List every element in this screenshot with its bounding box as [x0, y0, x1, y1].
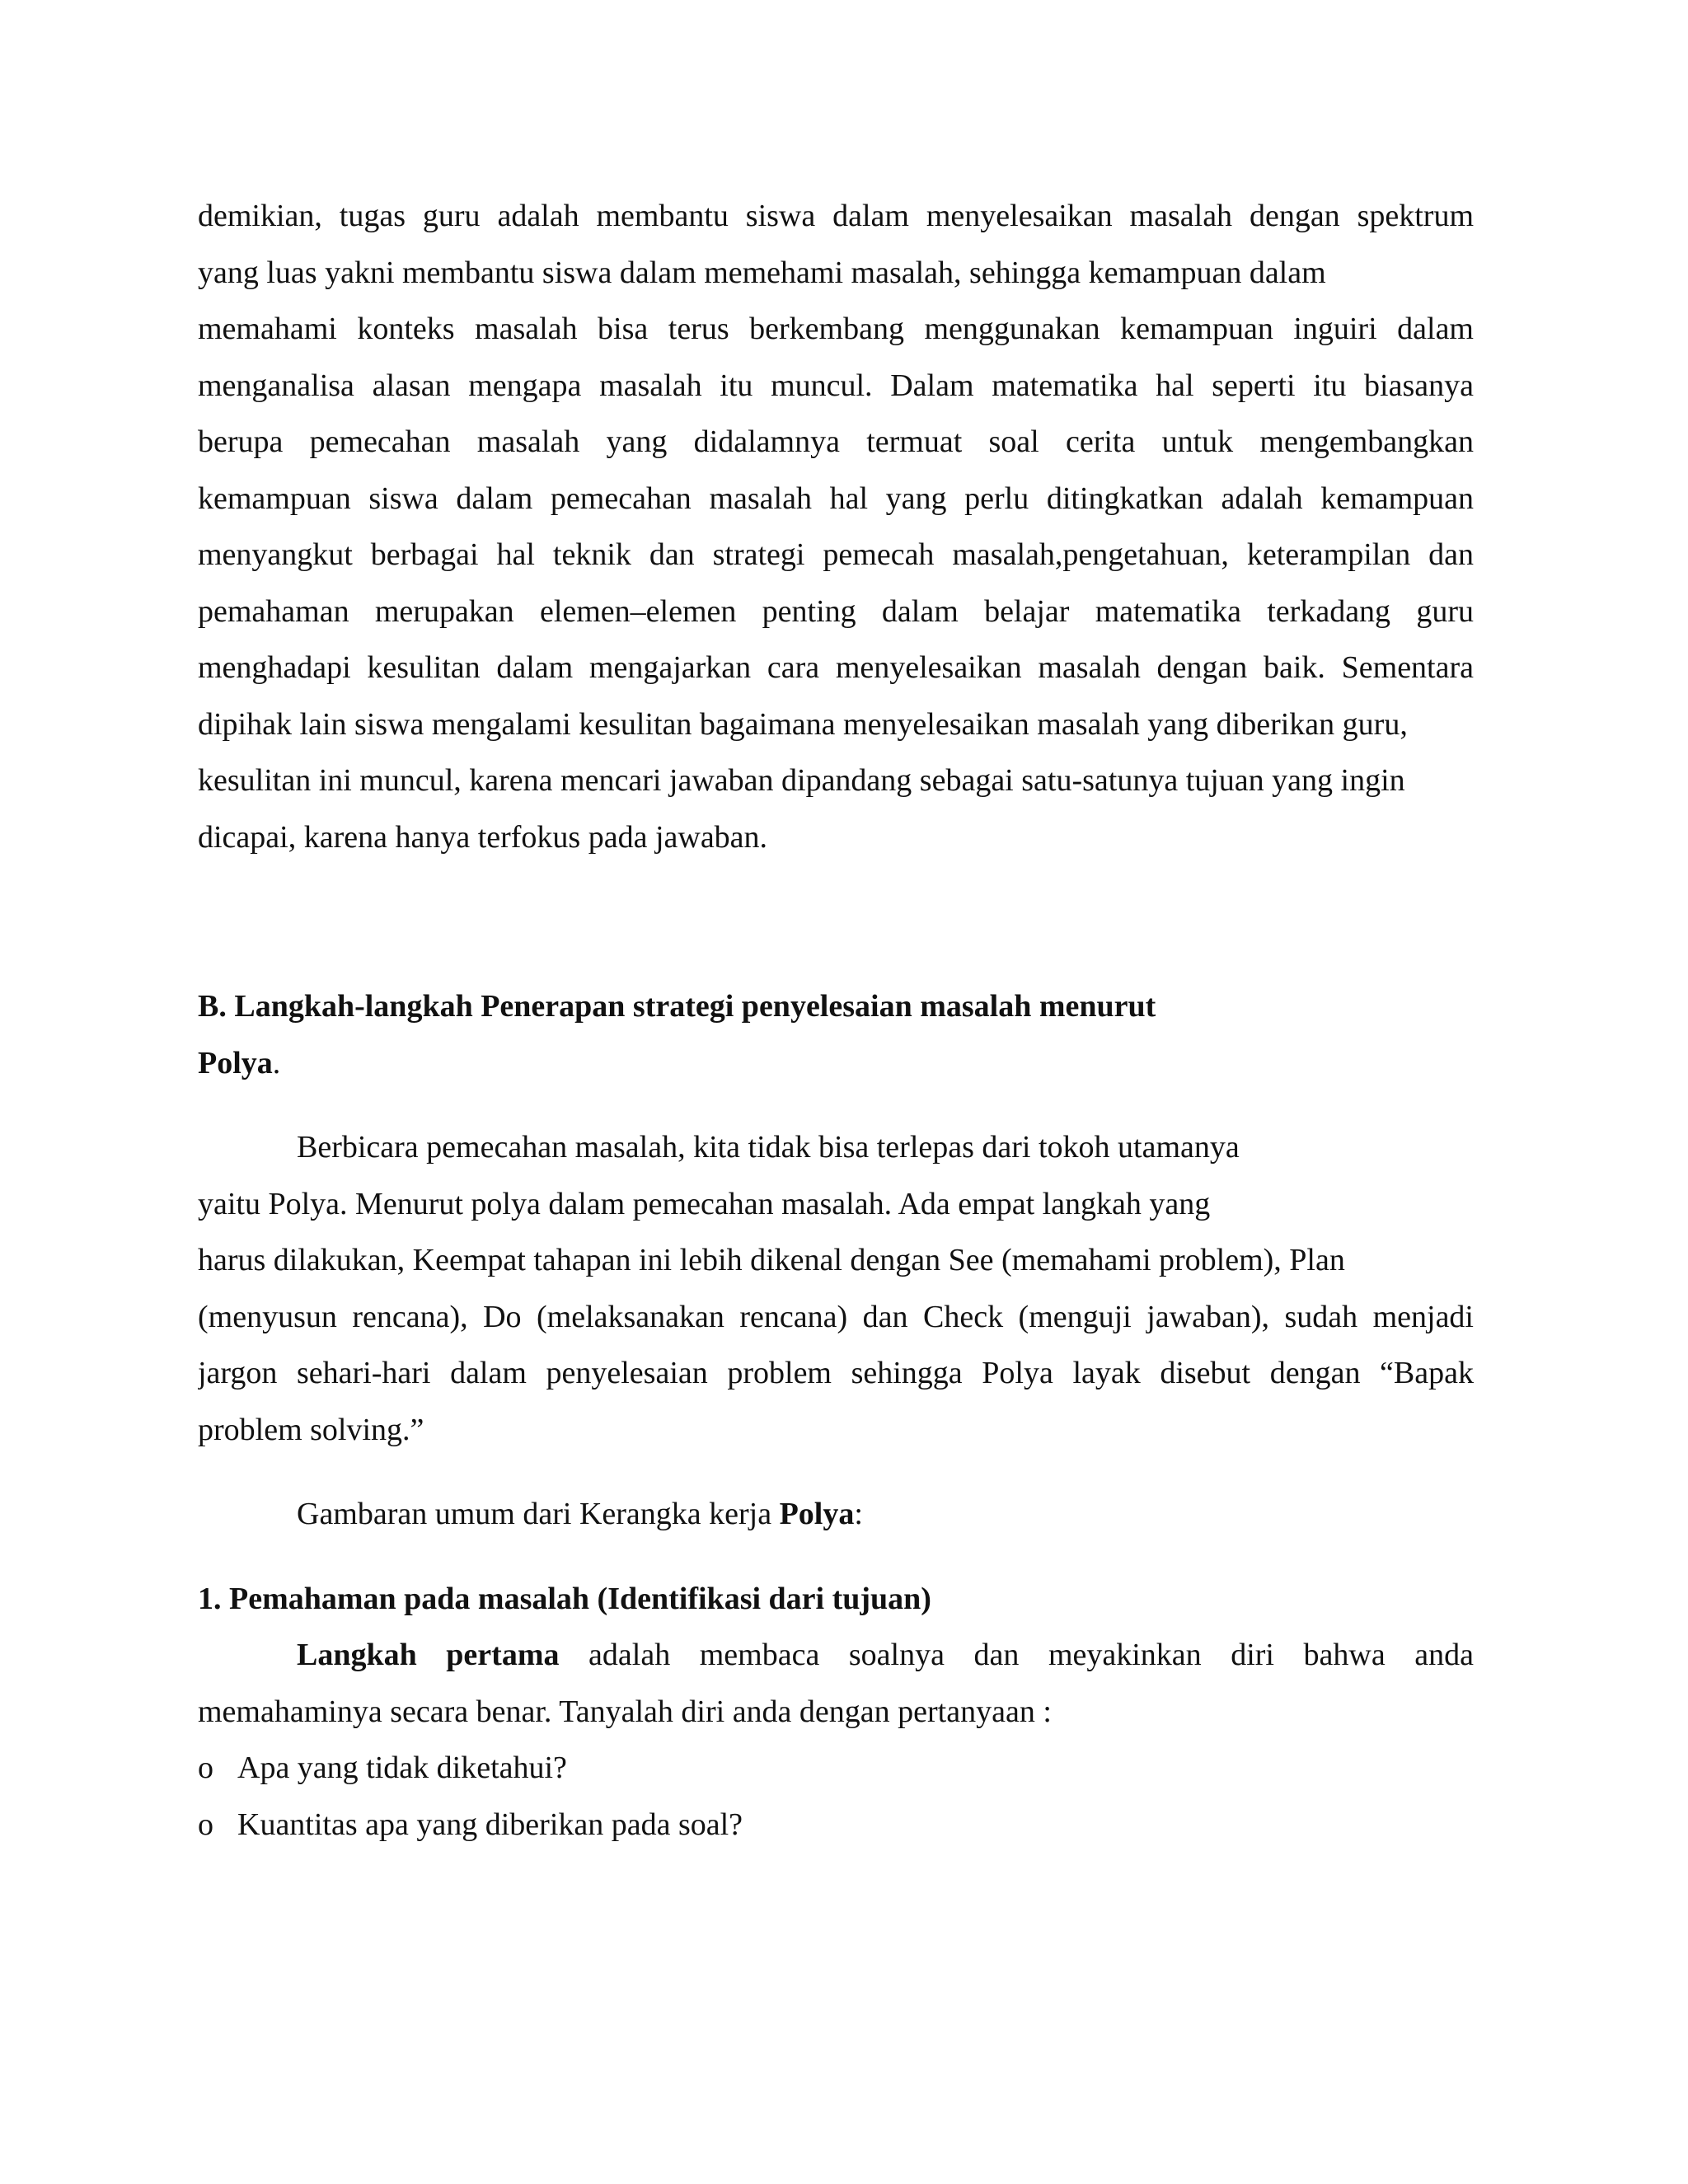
spacer [198, 865, 1474, 922]
list-item-text: Kuantitas apa yang diberikan pada soal? [237, 1807, 743, 1842]
paragraph-line: yang luas yakni membantu siswa dalam memehami masalah, sehingga kemampuan dalam [198, 255, 1326, 290]
step-1-intro [198, 1627, 1474, 1684]
spacer [198, 922, 1474, 979]
document-page [198, 188, 1474, 1853]
spacer [198, 1458, 1474, 1486]
paragraph-line: dicapai, karena hanya terfokus pada jawaban. [198, 819, 768, 855]
paragraph-line: demikian, tugas guru adalah membantu siswa dalam menyelesaikan masalah dengan spektrum [198, 199, 1474, 233]
paragraph-1 [198, 188, 1474, 865]
paragraph-line: harus dilakukan, Keempat tahapan ini lebih dikenal dengan See (memahami problem), Plan [198, 1243, 1345, 1277]
spacer [198, 1543, 1474, 1571]
list-item [198, 1740, 1474, 1797]
bullet-icon: o [198, 1807, 213, 1842]
paragraph-line: jargon sehari-hari dalam penyelesaian problem sehingga Polya layak disebut dengan “Bapak [198, 1356, 1474, 1390]
step-1-heading: 1. Pemahaman pada masalah (Identifikasi dari tujuan) [198, 1581, 931, 1616]
overview-text: Gambaran umum dari Kerangka kerja [297, 1497, 780, 1531]
paragraph-line: menghadapi kesulitan dalam mengajarkan cara menyelesaikan masalah dengan baik. Sementara [198, 650, 1474, 685]
bullet-icon: o [198, 1750, 213, 1785]
paragraph-line: pemahaman merupakan elemen–elemen penting dalam belajar matematika terkadang guru [198, 593, 1474, 629]
spacer [198, 1091, 1474, 1119]
paragraph-line: Berbicara pemecahan masalah, kita tidak bisa terlepas dari tokoh utamanya [297, 1130, 1240, 1165]
paragraph-line: yaitu Polya. Menurut polya dalam pemecahan masalah. Ada empat langkah yang [198, 1186, 1211, 1221]
step-1-intro-rest: adalah membaca soalnya dan meyakinkan diri bahwa anda [559, 1638, 1474, 1672]
heading-period: . [272, 1045, 281, 1080]
section-heading-line [198, 1035, 1474, 1092]
section-b-heading [198, 978, 1474, 1091]
paragraph-line: dipihak lain siswa mengalami kesulitan bagaimana menyelesaikan masalah yang diberikan guru, [198, 706, 1408, 742]
overview-line [198, 1486, 1474, 1543]
overview-bold: Polya [779, 1497, 855, 1531]
paragraph-line: (menyusun rencana), Do (melaksanakan rencana) dan Check (menguji jawaban), sudah menjadi [198, 1299, 1474, 1334]
step-1-line2: memahaminya secara benar. Tanyalah diri anda dengan pertanyaan : [198, 1694, 1052, 1729]
paragraph-line: menganalisa alasan mengapa masalah itu muncul. Dalam matematika hal seperti itu biasanya [198, 368, 1474, 403]
step-1-intro-bold: Langkah pertama [297, 1638, 560, 1672]
paragraph-line: memahami konteks masalah bisa terus berkembang menggunakan kemampuan inguiri dalam [198, 312, 1474, 346]
overview-tail: : [854, 1497, 863, 1531]
polya-bold: Polya [198, 1045, 273, 1080]
paragraph-2 [198, 1119, 1474, 1458]
paragraph-line: menyangkut berbagai hal teknik dan strategi pemecah masalah,pengetahuan, keterampilan dan [198, 537, 1474, 572]
paragraph-line: problem solving.” [198, 1412, 424, 1447]
paragraph-line: berupa pemecahan masalah yang didalamnya termuat soal cerita untuk mengembangkan [198, 424, 1474, 459]
list-item [198, 1797, 1474, 1854]
step-1-section [198, 1571, 1474, 1854]
list-item-text: Apa yang tidak diketahui? [237, 1750, 567, 1785]
paragraph-line: kemampuan siswa dalam pemecahan masalah hal yang perlu ditingkatkan adalah kemampuan [198, 480, 1474, 516]
paragraph-line: kesulitan ini muncul, karena mencari jawaban dipandang sebagai satu-satunya tujuan yang ingin [198, 763, 1405, 798]
section-heading-line: B. Langkah-langkah Penerapan strategi penyelesaian masalah menurut [198, 989, 1156, 1024]
